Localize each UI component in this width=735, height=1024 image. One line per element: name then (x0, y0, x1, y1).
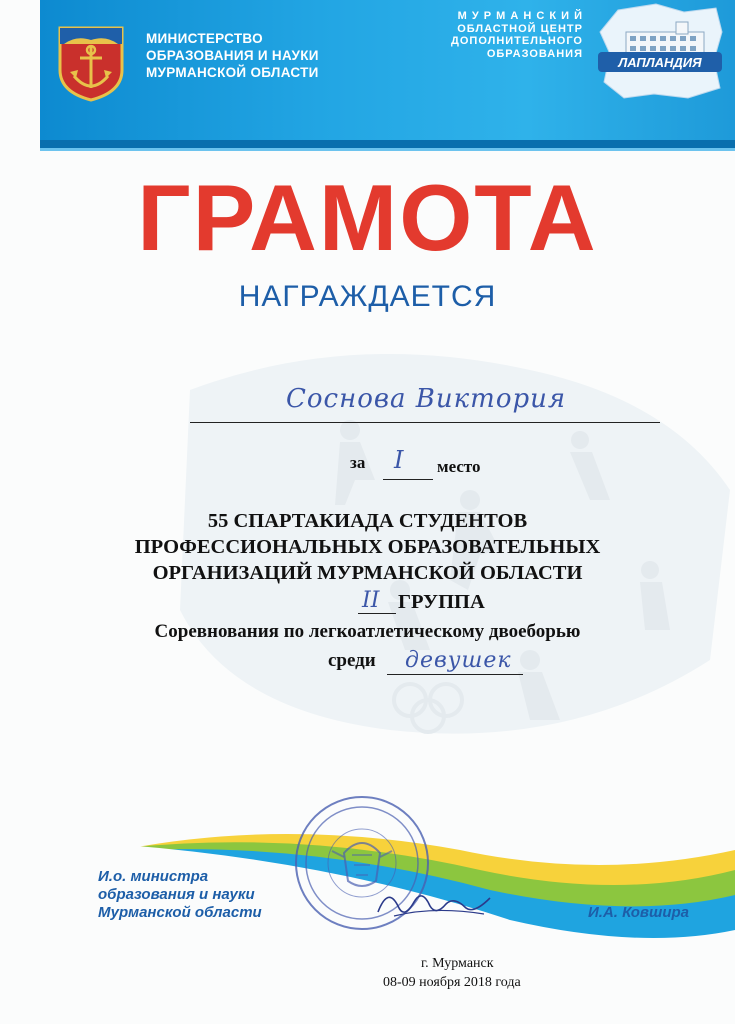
center-name (428, 10, 583, 60)
laplandia-logo (596, 2, 726, 102)
place-underline (383, 479, 433, 480)
ministry-line: МИНИСТЕРСТВО (146, 31, 263, 46)
among-value: девушек (405, 648, 512, 673)
signatory-name: И.А. Ковшира (588, 904, 690, 921)
group-underline (358, 613, 396, 614)
place-value: I (394, 446, 404, 474)
group-word: ГРУППА (398, 591, 485, 613)
center-line: М У Р М А Н С К И Й (457, 10, 583, 22)
among-underline (387, 674, 523, 675)
center-line: ОБЛАСТНОЙ ЦЕНТР (457, 22, 583, 35)
certificate-subtitle: НАГРАЖДАЕТСЯ (238, 280, 497, 313)
recipient-name: Соснова Виктория (286, 384, 567, 414)
event-line: ПРОФЕССИОНАЛЬНЫХ ОБРАЗОВАТЕЛЬНЫХ (134, 536, 601, 558)
event-title (0, 508, 735, 586)
competition-name: Соревнования по легкоатлетическому двоеборью (154, 621, 581, 642)
signature-scribble (374, 876, 494, 926)
signatory-title-line: И.о. министра (98, 868, 209, 885)
certificate-title: ГРАМОТА (137, 165, 598, 270)
signatory-title-line: образования и науки (98, 886, 255, 903)
city: г. Мурманск (421, 956, 494, 971)
center-line: ДОПОЛНИТЕЛЬНОГО (451, 35, 583, 47)
date: 08-09 ноября 2018 года (383, 975, 521, 990)
center-line: ОБРАЗОВАНИЯ (486, 47, 583, 60)
recipient-underline (190, 420, 660, 423)
header-stripe-light (40, 148, 735, 151)
ministry-line: МУРМАНСКОЙ ОБЛАСТИ (146, 65, 319, 80)
place-suffix: место (437, 457, 481, 476)
ministry-line: ОБРАЗОВАНИЯ И НАУКИ (146, 48, 319, 63)
place-prefix: за (350, 453, 366, 472)
event-line: ОРГАНИЗАЦИЙ МУРМАНСКОЙ ОБЛАСТИ (152, 562, 583, 584)
event-line: 55 СПАРТАКИАДА СТУДЕНТОВ (207, 510, 528, 532)
signatory-title-line: Мурманской области (98, 904, 262, 921)
group-number: II (362, 588, 380, 613)
header-stripe (40, 140, 735, 148)
among-prefix: среди (328, 650, 376, 671)
logo-text: ЛАПЛАНДИЯ (618, 55, 702, 70)
coat-of-arms-icon (56, 18, 126, 102)
ministry-name (146, 30, 319, 81)
signatory-title (98, 868, 262, 922)
